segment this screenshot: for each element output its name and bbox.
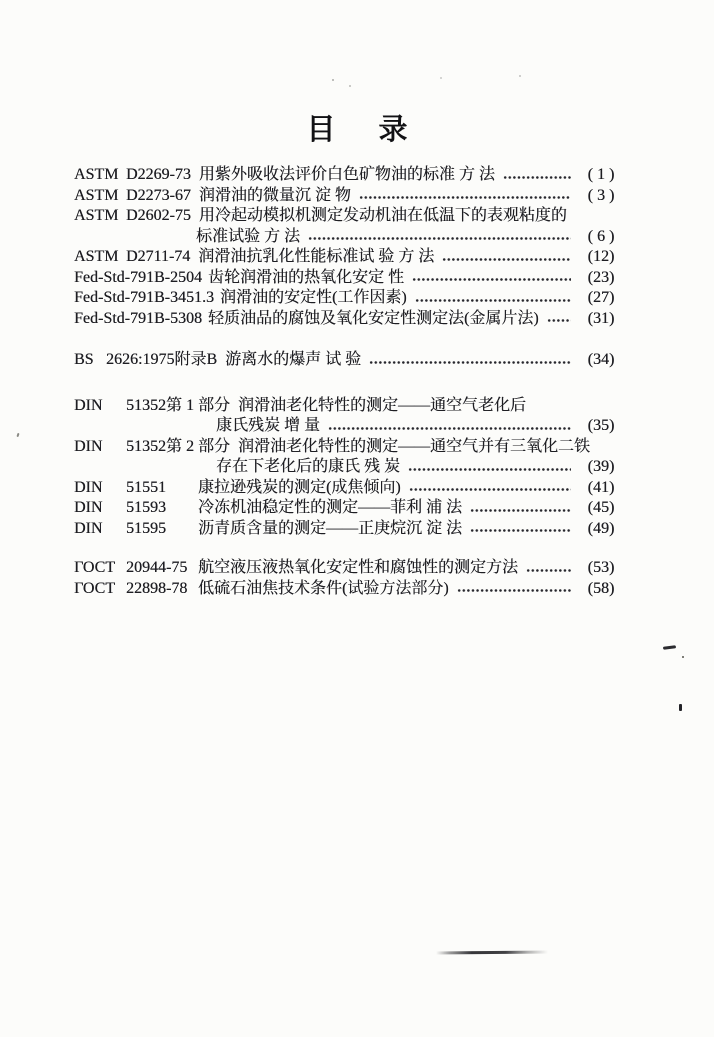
scan-tick-mark <box>679 704 682 711</box>
toc-entry-line <box>74 186 625 207</box>
dot-leader <box>470 507 571 514</box>
toc-entry-line <box>74 396 625 417</box>
page-number: (39) <box>587 458 615 475</box>
entry-title: 游离水的爆声 试 验 <box>225 351 362 368</box>
dot-leader <box>503 174 571 181</box>
toc-entry-line <box>74 437 625 458</box>
toc-entry-line <box>74 350 625 371</box>
page-number: (53) <box>587 559 615 576</box>
scan-dash-mark <box>663 645 676 650</box>
entry-title: 存在下老化后的康氏 残 炭 <box>216 458 401 475</box>
standard-org: ГОСТ <box>74 559 116 576</box>
dot-leader <box>526 567 571 574</box>
standard-org: ASTM <box>74 207 119 224</box>
toc-entry-line <box>74 457 625 478</box>
standard-org: BS <box>74 351 94 368</box>
standard-code: 2626:1975附录B <box>106 351 218 368</box>
toc-entry-line <box>74 288 625 309</box>
dot-leader <box>308 235 571 242</box>
scan-speck <box>349 85 351 87</box>
entry-title: 航空液压液热氧化安定性和腐蚀性的测定方法 <box>198 559 519 576</box>
toc-entry-line <box>74 519 625 540</box>
scan-speck <box>682 656 684 658</box>
standard-org: ASTM <box>74 248 119 265</box>
scan-speck <box>440 77 442 79</box>
page-number: ( 1 ) <box>587 166 615 183</box>
standard-org: Fed-Std-791B-5308 <box>74 309 202 327</box>
page-number: (34) <box>587 351 615 368</box>
entry-title: 低硫石油焦技术条件(试验方法部分) <box>198 579 449 597</box>
entry-title: 齿轮润滑油的热氧化安定 性 <box>208 268 405 286</box>
standard-code: D2269-73 <box>126 166 191 183</box>
toc-entry-line <box>74 558 625 579</box>
toc-entry-line <box>74 247 625 268</box>
dot-leader <box>412 276 571 283</box>
standard-code: 51593 <box>126 499 166 516</box>
standard-code: 22898-78 <box>126 579 188 597</box>
dot-leader <box>409 486 571 493</box>
standard-code: D2273-67 <box>126 186 191 204</box>
toc-entry-line <box>74 498 625 519</box>
entry-title: 用紫外吸收法评价白色矿物油的标准 方 法 <box>198 166 495 183</box>
toc-section-din <box>74 396 625 540</box>
entry-title: 康氏残炭 增 量 <box>216 417 321 434</box>
page-number: ( 3 ) <box>587 186 615 204</box>
toc-entry-line <box>74 478 625 499</box>
dot-leader <box>415 297 571 304</box>
toc-section-bs <box>74 350 625 371</box>
dot-leader <box>470 527 571 534</box>
scan-smudge-line <box>436 951 548 955</box>
standard-code: 51352第 1 部分 <box>126 396 231 414</box>
page-number: (45) <box>587 499 615 516</box>
standard-org: DIN <box>74 478 103 496</box>
entry-title: 标准试验 方 法 <box>196 227 301 245</box>
standard-org: ГОСТ <box>74 579 116 597</box>
entry-title: 润滑油老化特性的测定——通空气老化后 <box>238 396 527 414</box>
page-number: (49) <box>587 519 615 537</box>
standard-org: DIN <box>74 396 103 414</box>
scan-speck <box>332 79 334 81</box>
dot-leader <box>408 466 571 473</box>
standard-org: Fed-Std-791B-3451.3 <box>74 289 214 306</box>
table-of-contents <box>0 165 714 599</box>
toc-entry-line <box>74 227 625 248</box>
standard-org: DIN <box>74 519 103 537</box>
entry-title: 润滑油抗乳化性能标准试 验 方 法 <box>198 248 435 265</box>
entry-title: 康拉逊残炭的测定(成焦倾向) <box>198 478 401 496</box>
toc-entry-line <box>74 268 625 289</box>
dot-leader <box>547 317 571 324</box>
toc-entry-line <box>74 416 625 437</box>
scan-speck <box>519 75 521 77</box>
page-number: (31) <box>587 309 615 327</box>
page-number: ( 6 ) <box>587 227 615 245</box>
standard-org: Fed-Std-791B-2504 <box>74 268 202 286</box>
standard-code: D2711-74 <box>126 248 191 265</box>
toc-section-astm <box>74 165 625 329</box>
page-number: (35) <box>587 417 615 434</box>
standard-code: 51352第 2 部分 <box>126 437 231 455</box>
standard-code: 51551 <box>126 478 166 496</box>
page-number: (27) <box>587 289 615 306</box>
entry-title: 轻质油品的腐蚀及氧化安定性测定法(金属片法) <box>208 309 539 327</box>
page-number: (23) <box>587 268 615 286</box>
page-title: 目 录 <box>306 114 415 146</box>
standard-org: DIN <box>74 437 103 455</box>
entry-title: 用冷起动模拟机测定发动机油在低温下的表观粘度的 <box>198 207 567 224</box>
entry-title: 沥青质含量的测定——正庚烷沉 淀 法 <box>198 519 463 537</box>
page-number: (58) <box>587 579 615 597</box>
standard-org: ASTM <box>74 166 119 183</box>
standard-code: 20944-75 <box>126 559 188 576</box>
entry-title: 冷冻机油稳定性的测定——菲利 浦 法 <box>198 499 463 516</box>
dot-leader <box>442 256 571 263</box>
page-number: (12) <box>587 248 615 265</box>
standard-org: DIN <box>74 499 103 516</box>
entry-title: 润滑油的安定性(工作因素) <box>220 289 407 306</box>
toc-section-gost <box>74 558 625 599</box>
dot-leader <box>369 359 571 366</box>
toc-entry-line <box>74 165 625 186</box>
toc-entry-line <box>74 579 625 600</box>
entry-title: 润滑油的微量沉 淀 物 <box>198 186 351 204</box>
toc-entry-line <box>74 309 625 330</box>
dot-leader <box>457 587 571 594</box>
dot-leader <box>328 425 571 432</box>
standard-org: ASTM <box>74 186 119 204</box>
entry-title: 润滑油老化特性的测定——通空气并有三氧化二铁 <box>238 437 591 455</box>
standard-code: D2602-75 <box>126 207 191 224</box>
page-number: (41) <box>587 478 615 496</box>
dot-leader <box>359 194 571 201</box>
toc-entry-line <box>74 206 625 227</box>
standard-code: 51595 <box>126 519 166 537</box>
